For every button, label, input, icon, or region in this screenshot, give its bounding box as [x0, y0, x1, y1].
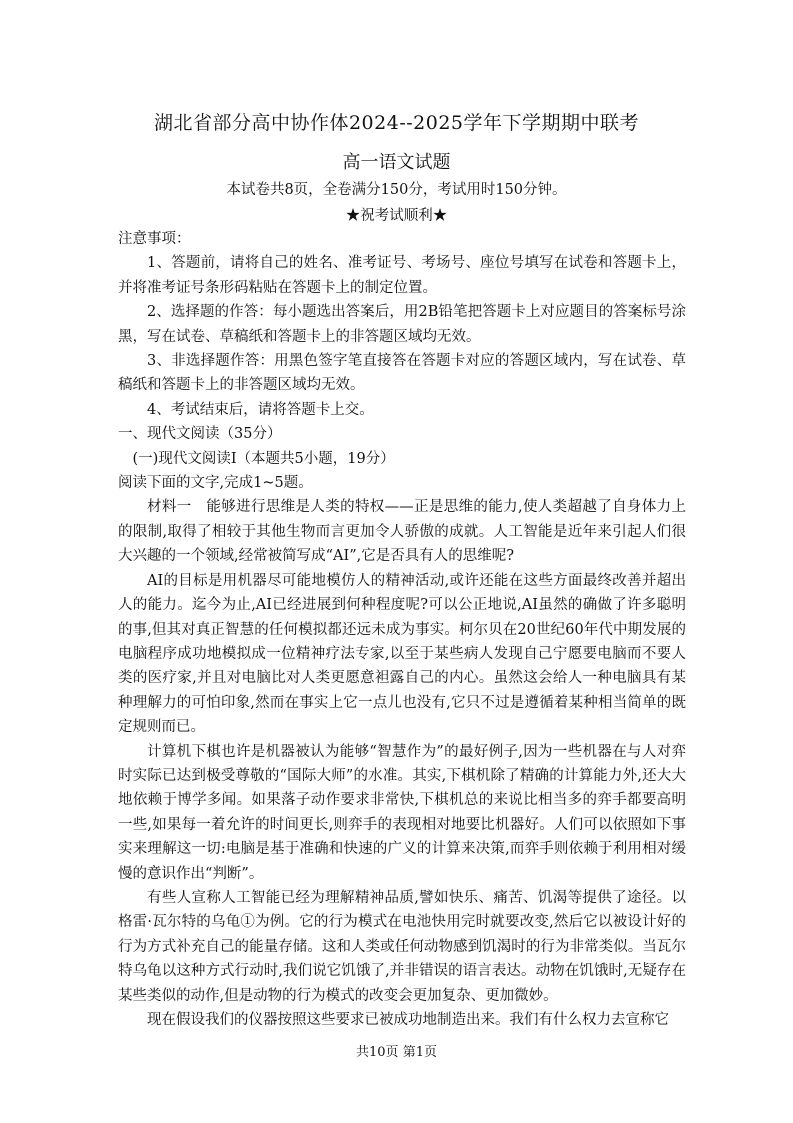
page-number: 共10页 第1页	[356, 1045, 437, 1060]
exam-body	[118, 227, 686, 1032]
passage-paragraph: 材料一 能够进行思维是人类的特权——正是思维的能力,使人类超越了自身体力上的限制,取得了相较于其他生物而言更加令人骄傲的成就。人工智能是近年来引起人们很大兴趣的一个领域,经常被简写成“AI”,它是否具有人的思维呢?	[118, 499, 686, 565]
passage-paragraph: AI的目标是用机器尽可能地模仿人的精神活动,或许还能在这些方面最终改善并超出人的能力。迄今为止,AI已经进展到何种程度呢?可以公正地说,AI虽然的确做了许多聪明的事,但其对真正智慧的任何模拟都还远未成为事实。柯尔贝在20世纪60年代中期发展的电脑程序成功地模拟成一位精神疗法专家,以至于某些病人发现自己宁愿要电脑而不要人类的医疗家,并且对电脑比对人类更愿意袒露自己的内心。虽然这会给人一种电脑具有某种理解力的可怕印象,然而在事实上它一点儿也没有,它只不过是遵循着某种相当简单的既定规则而已。	[118, 572, 686, 736]
exam-info: 本试卷共8页，全卷满分150分，考试用时150分钟。	[226, 182, 567, 198]
section-heading: 一、现代文阅读（35分）	[118, 426, 282, 443]
notes-heading: 注意事项：	[118, 231, 191, 247]
sub-section-heading: (一)现代文阅读Ⅰ（本题共5小题，19分）	[132, 450, 395, 467]
reading-instruction: 阅读下面的文字,完成1~5题。	[118, 475, 313, 492]
note-item: 3、非选择题作答：用黑色签字笔直接答在答题卡对应的答题区域内，写在试卷、草稿纸和答题卡上的非答题区域均无效。	[118, 353, 686, 394]
passage-paragraph: 计算机下棋也许是机器被认为能够“智慧作为”的最好例子,因为一些机器在与人对弈时实际已达到极受尊敬的“国际大师”的水准。其实,下棋机除了精确的计算能力外,还大大地依赖于博学多闻。如果落子动作要求非常快,下棋机总的来说比相当多的弈手都要高明一些,如果每一着允许的时间更长,则弈手的表现相对地要比机器好。人们可以依照如下事实来理解这一切:电脑是基于准确和快速的广义的计算来决策,而弈手则依赖于利用相对缓慢的意识作出“判断”。	[118, 743, 686, 882]
note-item: 4、考试结束后，请将答题卡上交。	[147, 401, 374, 418]
passage-paragraph: 有些人宣称人工智能已经为理解精神品质,譬如快乐、痛苦、饥渴等提供了途径。以格雷·瓦尔特的乌龟①为例。它的行为模式在电池快用完时就要改变,然后它以被设计好的行为方式补充自己的能量存储。这和人类或任何动物感到饥渴时的行为非常类似。当瓦尔特乌龟以这种方式行动时,我们说它饥饿了,并非错误的语言表达。动物在饥饿时,无疑存在某些类似的动作,但是动物的行为模式的改变会更加复杂、更加微妙。	[118, 889, 686, 1004]
exam-title: 湖北省部分高中协作体2024--2025学年下学期期中联考	[153, 112, 640, 134]
exam-subtitle: 高一语文试题	[342, 152, 451, 173]
good-luck-line: ★祝考试顺利★	[345, 208, 448, 224]
note-item: 2、选择题的作答：每小题选出答案后，用2B铅笔把答题卡上对应题目的答案标号涂黑，写在试卷、草稿纸和答题卡上的非答题区域均无效。	[118, 304, 686, 345]
passage-paragraph: 现在假设我们的仪器按照这些要求已被成功地制造出来。我们有什么权力去宣称它	[147, 1012, 669, 1028]
note-item: 1、答题前，请将自己的姓名、准考证号、考场号、座位号填写在试卷和答题卡上，并将准考证号条形码粘贴在答题卡上的制定位置。	[118, 255, 686, 296]
